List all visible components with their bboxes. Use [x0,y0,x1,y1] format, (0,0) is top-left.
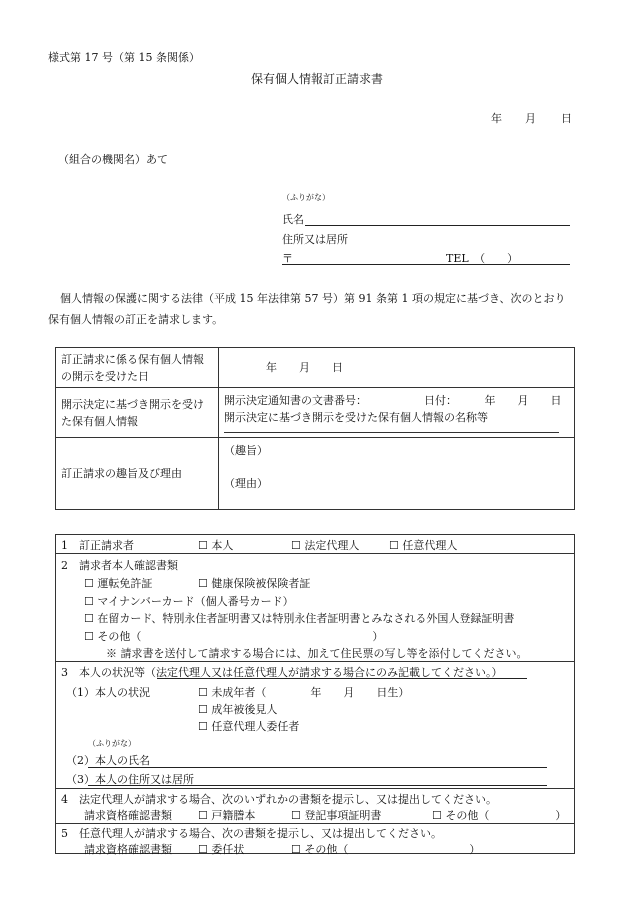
person-name-label: （2）本人の氏名 [66,754,150,767]
body-text-line1: 個人情報の保護に関する法律（平成 15 年法律第 57 号）第 91 条第 1 項の規定に基づき、次のとおり [60,292,566,305]
correction-reason-label: 訂正請求の趣旨及び理由 [56,438,219,510]
section4-label: 4 法定代理人が請求する場合、次のいずれかの書類を提示し、又は提出してください。 [61,793,497,806]
adult-ward-checkbox[interactable]: ☐ 成年被後見人 [198,703,278,716]
section1-label: 1 訂正請求者 [61,539,134,552]
power-of-attorney-checkbox[interactable]: ☐ 委任状 [198,843,245,856]
divider [55,661,575,662]
section3-label: 3 本人の状況等（法定代理人又は任意代理人が請求する場合にのみ記載してください。） [61,666,503,679]
divider [55,823,575,824]
registry-cert-checkbox[interactable]: ☐ 登記事項証明書 [291,809,382,822]
mailing-note: ※ 請求書を送付して請求する場合には、加えて住民票の写し等を添付してください。 [106,647,528,660]
info-name-line [224,432,559,433]
person-address-label: （3）本人の住所又は居所 [66,773,194,786]
disclosed-info-label: 開示決定に基づき開示を受け た保有個人情報 [56,388,219,438]
my-number-card-checkbox[interactable]: ☐ マイナンバーカード（個人番号カード） [84,595,294,608]
disclosure-date-label: 訂正請求に係る保有個人情報 の開示を受けた日 [56,348,219,388]
koseki-checkbox[interactable]: ☐ 戸籍謄本 [198,809,256,822]
name-field[interactable] [305,225,570,226]
furigana-label: （ふりがな） [282,193,330,202]
legal-agent-docs-label: 請求資格確認書類 [84,809,172,822]
addressee: （組合の機関名）あて [58,153,168,166]
requester-voluntary-agent-checkbox[interactable]: ☐ 任意代理人 [389,539,458,552]
other-id-checkbox[interactable]: ☐ その他（ ） [84,630,384,643]
date-month-label: 月 [525,112,536,125]
tel-label: TEL （ ） [446,252,519,265]
person-furigana-label: （ふりがな） [88,739,136,748]
disclosure-date-value[interactable]: 年 月 日 [219,348,575,388]
notice-date-label: 日付： 年 月 日 [424,394,562,407]
residence-card-checkbox[interactable]: ☐ 在留カード、特別永住者証明書又は特別永住者証明書とみなされる外国人登録証明書 [84,612,515,625]
health-insurance-checkbox[interactable]: ☐ 健康保険被保険者証 [198,577,311,590]
drivers-license-checkbox[interactable]: ☐ 運転免許証 [84,577,153,590]
correction-reason-value[interactable]: （趣旨） （理由） [219,438,575,510]
voluntary-agent-docs-label: 請求資格確認書類 [84,843,172,856]
doc-number-label: 開示決定通知書の文書番号： [224,394,367,407]
divider [55,553,575,554]
date-year-label: 年 [491,112,502,125]
legal-other-checkbox[interactable]: ☐ その他（ ） [432,809,567,822]
request-details-table [55,347,575,510]
form-number: 様式第 17 号（第 15 条関係） [48,51,200,64]
section5-label: 5 任意代理人が請求する場合、次の書類を提示し、又は提出してください。 [61,827,442,840]
person-address-field[interactable] [88,785,547,786]
body-text-line2: 保有個人情報の訂正を請求します。 [48,313,224,326]
page-title: 保有個人情報訂正請求書 [251,72,384,86]
name-label: 氏名 [282,213,304,226]
address-field[interactable] [282,264,570,265]
requester-legal-agent-checkbox[interactable]: ☐ 法定代理人 [291,539,360,552]
disclosed-info-value[interactable] [219,388,575,438]
minor-checkbox[interactable]: ☐ 未成年者（ 年 月 日生） [198,686,410,699]
address-label: 住所又は居所 [282,233,348,246]
person-status-label: （1）本人の状況 [66,686,150,699]
date-day-label: 日 [561,112,572,125]
section3-underline [157,678,527,679]
requester-self-checkbox[interactable]: ☐ 本人 [198,539,234,552]
divider [55,788,575,789]
voluntary-other-checkbox[interactable]: ☐ その他（ ） [291,843,481,856]
postal-mark: 〒 [282,252,293,265]
person-name-field[interactable] [88,767,547,768]
principal-checkbox[interactable]: ☐ 任意代理人委任者 [198,720,300,733]
section2-label: 2 請求者本人確認書類 [61,559,178,572]
info-name-label: 開示決定に基づき開示を受けた保有個人情報の名称等 [224,411,488,424]
